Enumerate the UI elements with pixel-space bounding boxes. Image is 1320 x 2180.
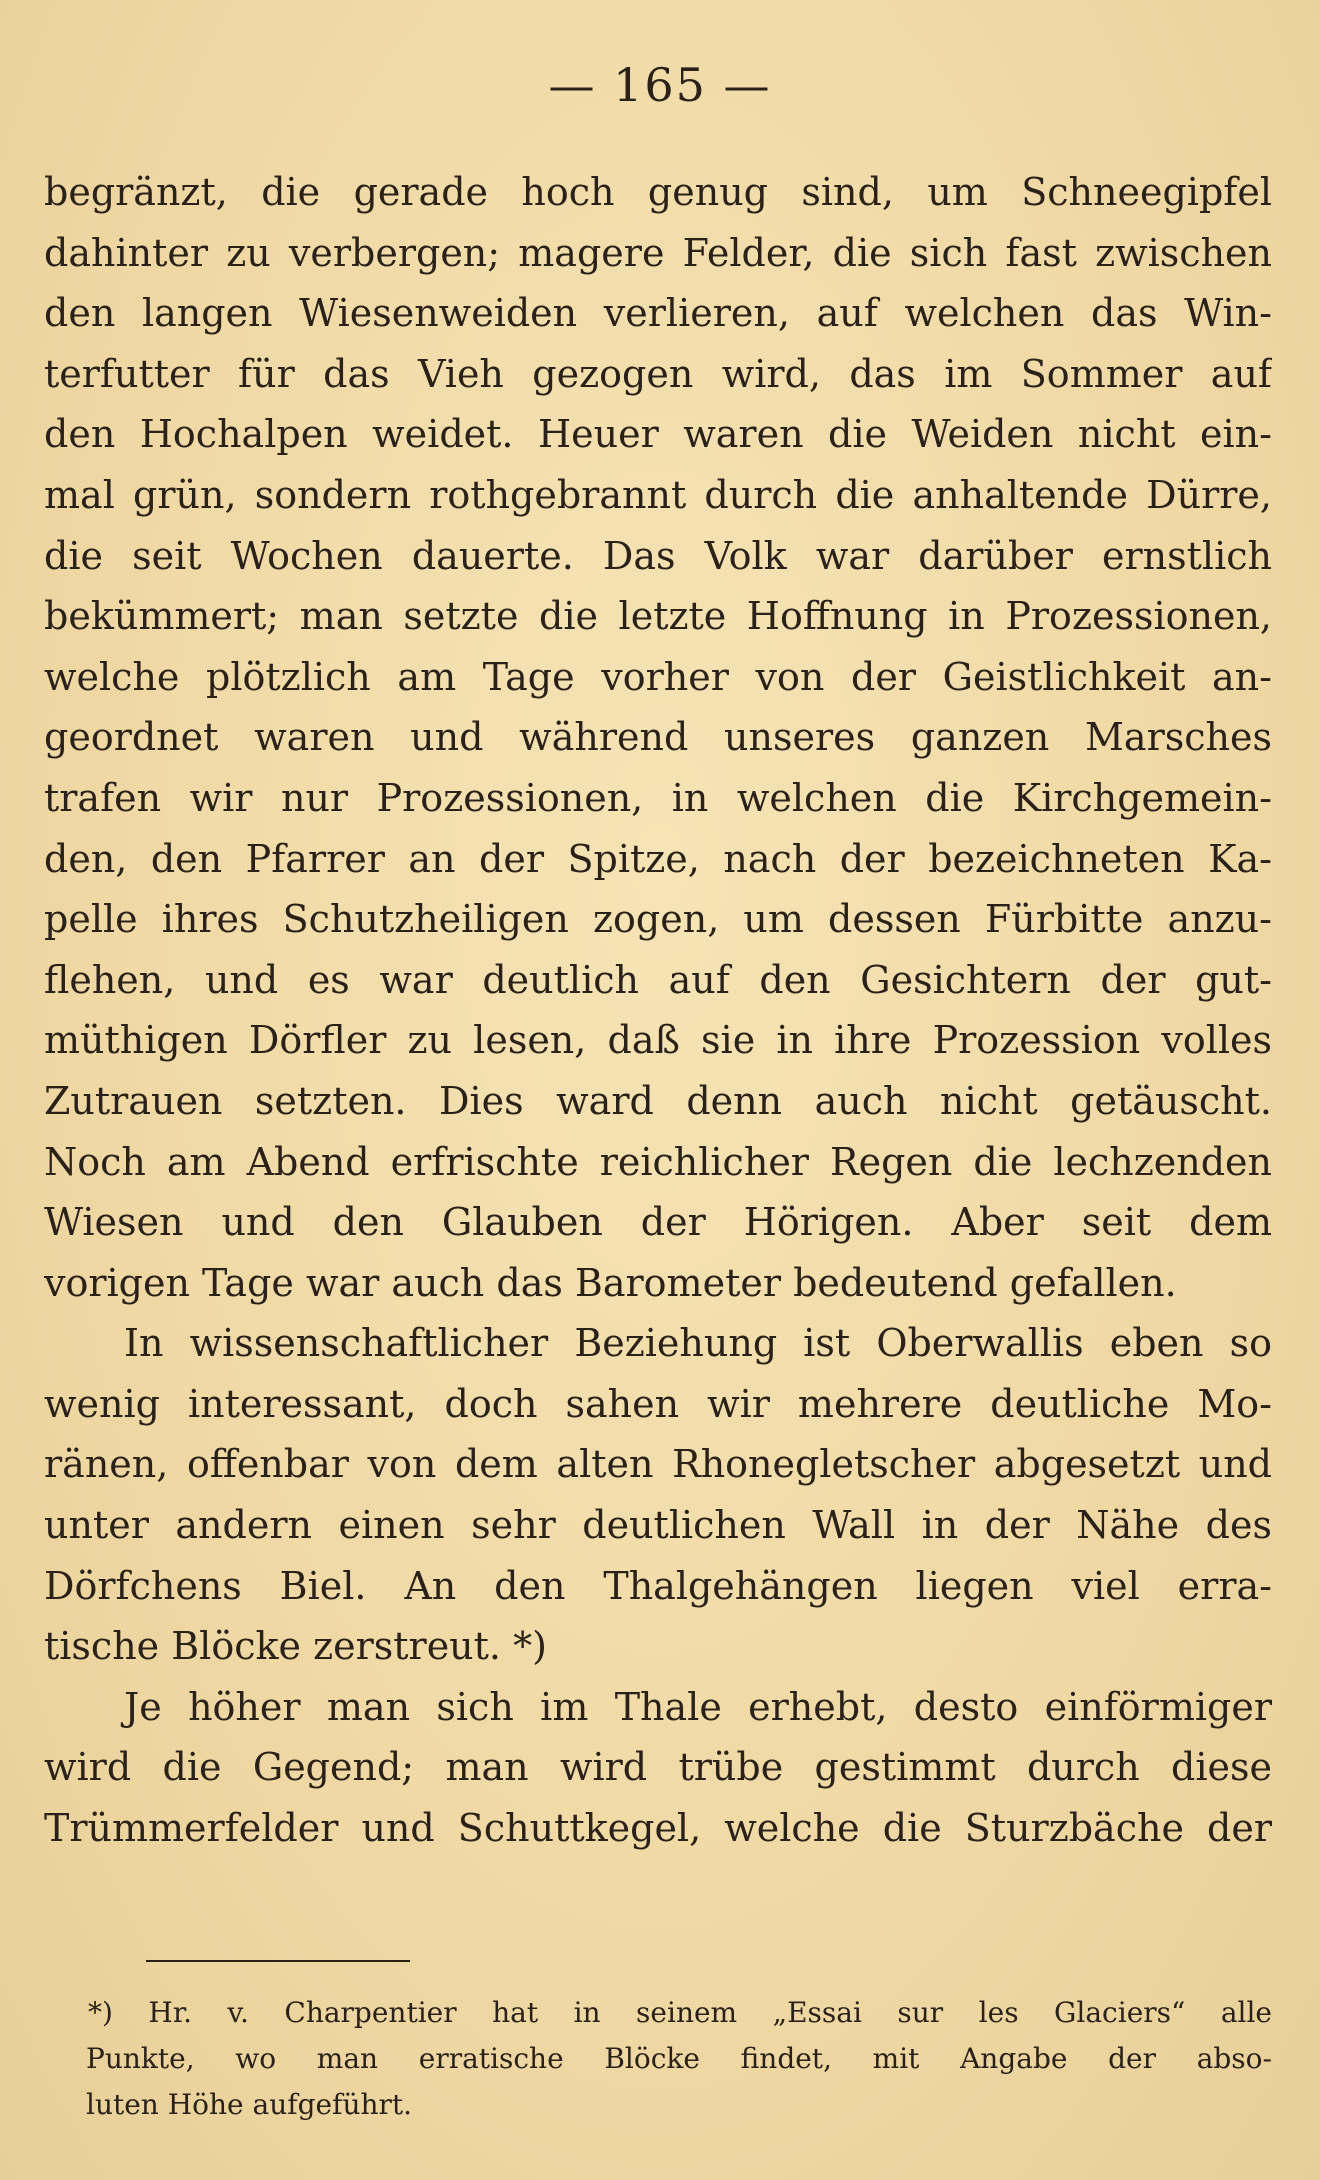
text-line: Noch am Abend erfrischte reichlicher Regen die lechzenden — [44, 1139, 1272, 1184]
body-text — [44, 162, 1272, 1859]
footnote-line: *) Hr. v. Charpentier hat in seinem „Essai sur les Glaciers“ alle — [88, 1996, 1272, 2029]
footnote-line: luten Höhe aufgeführt. — [86, 2088, 413, 2121]
text-line: trafen wir nur Prozessionen, in welchen die Kirchgemein- — [44, 775, 1272, 820]
text-line: Zutrauen setzten. Dies ward denn auch nicht getäuscht. — [44, 1078, 1272, 1123]
text-line: tische Blöcke zerstreut. *) — [44, 1624, 547, 1669]
text-line: den, den Pfarrer an der Spitze, nach der bezeichneten Ka- — [44, 836, 1272, 881]
text-line: den langen Wiesenweiden verlieren, auf welchen das Win- — [44, 291, 1272, 336]
text-line: geordnet waren und während unseres ganzen Marsches — [44, 715, 1272, 760]
text-line: mal grün, sondern rothgebrannt durch die anhaltende Dürre, — [44, 472, 1272, 517]
text-line: bekümmert; man setzte die letzte Hoffnung in Prozessionen, — [44, 594, 1272, 639]
text-line: Wiesen und den Glauben der Hörigen. Aber seit dem — [44, 1200, 1272, 1245]
text-line: ränen, offenbar von dem alten Rhonegletscher abgesetzt und — [44, 1442, 1272, 1487]
text-line: welche plötzlich am Tage vorher von der Geistlichkeit an- — [44, 654, 1272, 699]
footnote-divider — [146, 1960, 410, 1962]
footnote-line: Punkte, wo man erratische Blöcke findet, mit Angabe der abso- — [86, 2042, 1272, 2075]
text-line: flehen, und es war deutlich auf den Gesichtern der gut- — [44, 957, 1272, 1002]
text-line: terfutter für das Vieh gezogen wird, das im Sommer auf — [44, 351, 1272, 396]
text-line: In wissenschaftlicher Beziehung ist Oberwallis eben so — [124, 1321, 1272, 1366]
text-line: wenig interessant, doch sahen wir mehrere deutliche Mo- — [44, 1381, 1272, 1426]
text-line: die seit Wochen dauerte. Das Volk war darüber ernstlich — [44, 533, 1272, 578]
text-line: Dörfchens Biel. An den Thalgehängen liegen viel erra- — [44, 1563, 1272, 1608]
text-line: müthigen Dörfler zu lesen, daß sie in ihre Prozession volles — [44, 1018, 1272, 1063]
text-line: dahinter zu verbergen; magere Felder, die sich fast zwischen — [44, 230, 1272, 275]
text-line: wird die Gegend; man wird trübe gestimmt durch diese — [44, 1745, 1272, 1790]
text-line: Trümmerfelder und Schuttkegel, welche die Sturzbäche der — [44, 1806, 1272, 1851]
text-line: pelle ihres Schutzheiligen zogen, um dessen Fürbitte anzu- — [44, 897, 1272, 942]
page-number: — 165 — — [548, 58, 772, 112]
footnotes — [44, 1990, 1272, 2128]
text-line: begränzt, die gerade hoch genug sind, um Schneegipfel — [44, 170, 1272, 214]
text-line: vorigen Tage war auch das Barometer bedeutend gefallen. — [44, 1260, 1177, 1305]
text-line: unter andern einen sehr deutlichen Wall in der Nähe des — [44, 1503, 1272, 1548]
text-line: den Hochalpen weidet. Heuer waren die Weiden nicht ein- — [44, 412, 1272, 457]
text-line: Je höher man sich im Thale erhebt, desto einförmiger — [124, 1684, 1272, 1729]
